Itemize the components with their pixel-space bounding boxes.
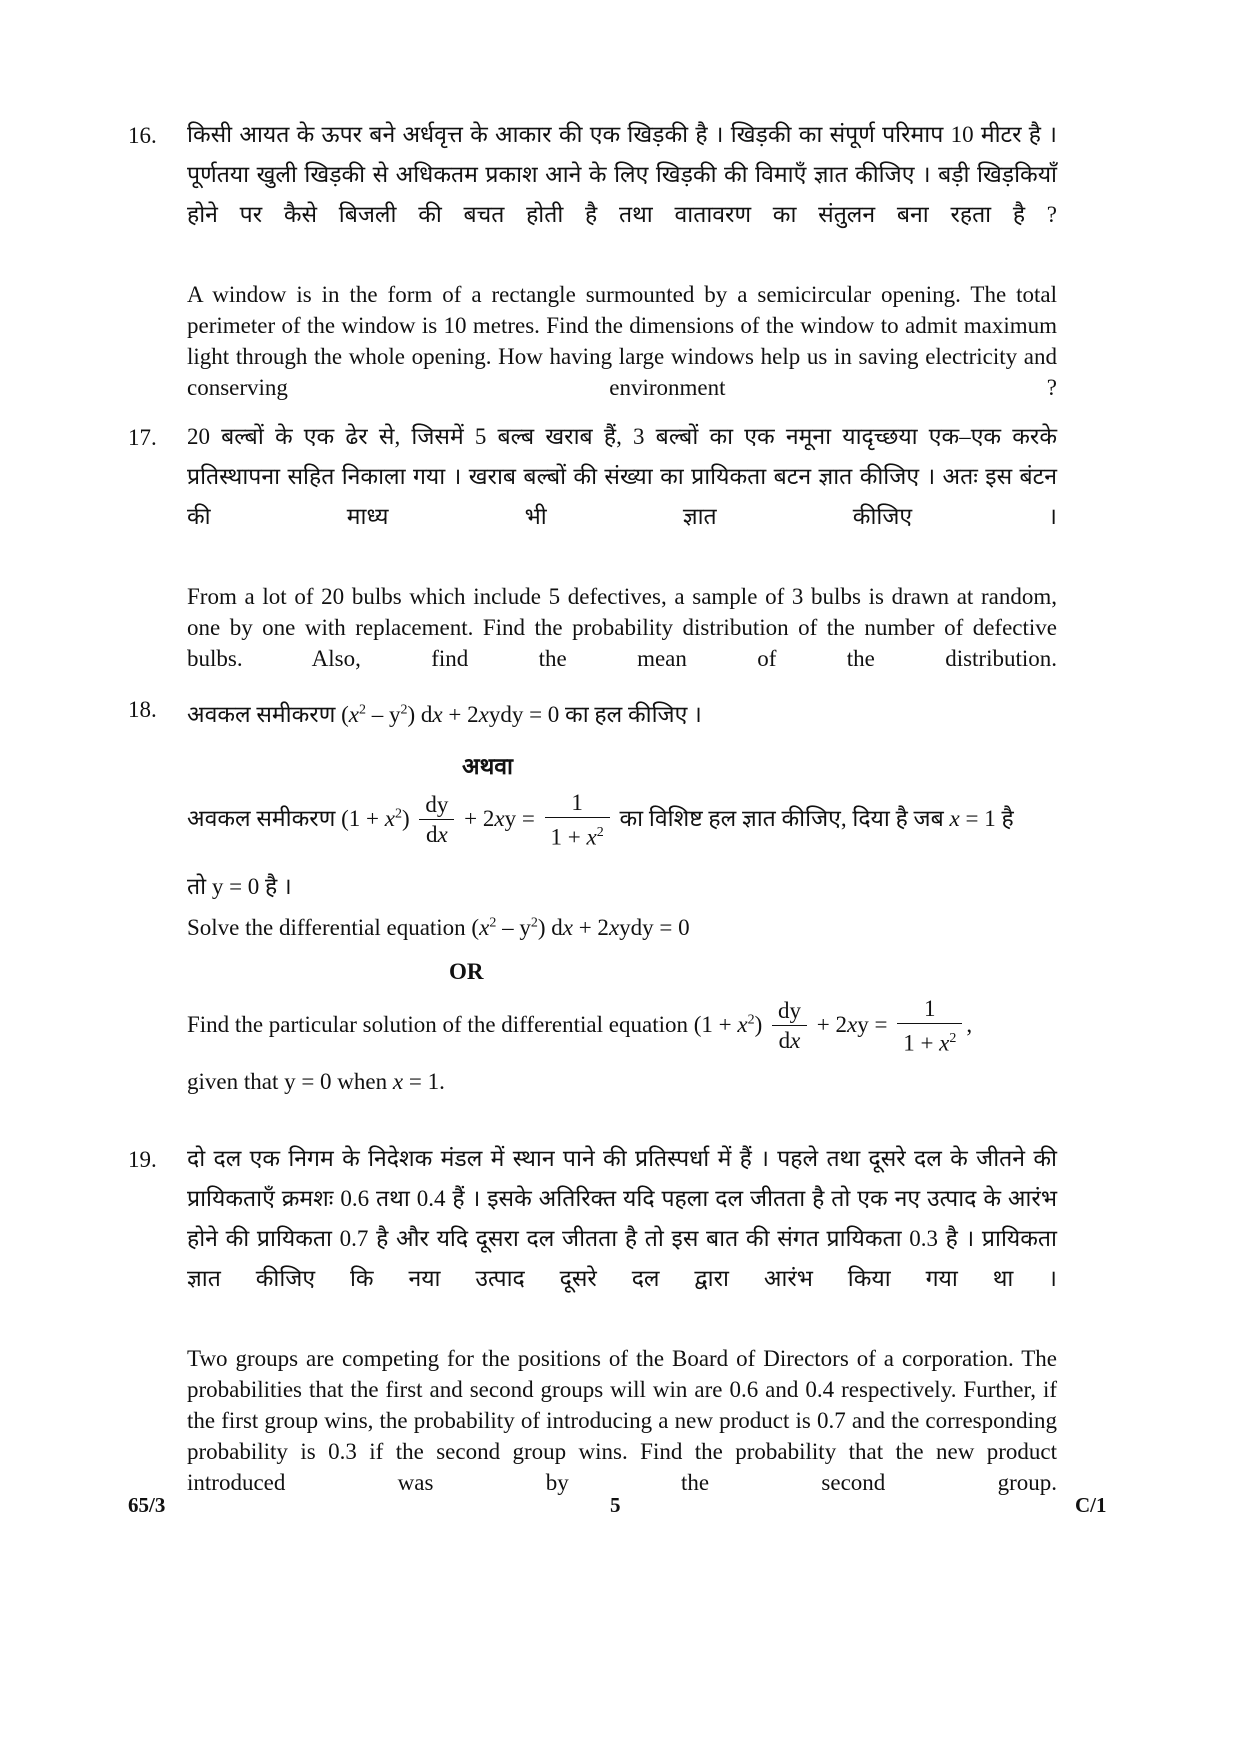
fraction-one-over: $\frac{1}{1 + x^2}$ <box>897 995 962 1059</box>
question-hindi-text: किसी आयत के ऊपर बने अर्धवृत्त के आकार की एक खिड़की है । खिड़की का संपूर्ण परिमाप 10 मीटर है । पूर्णतया खुली खिड़की से अधिकतम प्रकाश आने के लिए खिड़की की विमाएँ ज्ञात कीजिए । बड़ी खिड़कियाँ होने पर कैसे बिजली की बचत होती है तथा वातावरण का संतुलन बना रहता है ? <box>187 122 1057 227</box>
paper-code: 65/3 <box>128 1493 166 1517</box>
question-english-line: Solve the differential equation $(x^2 - y^2)$ dx + 2xydy = 0 <box>187 915 690 940</box>
question-number: 16. <box>128 123 157 148</box>
question-hindi-alt-line-2: तो y = 0 है । <box>187 874 292 899</box>
question-hindi-line: अवकल समीकरण $(x^2 - y^2)$ dx + 2xydy = 0 का हल कीजिए । <box>187 702 702 727</box>
question-number: 18. <box>128 697 157 722</box>
question-hindi-alt-line: अवकल समीकरण $(1 + x^2)$ $\frac{dy}{dx}$ + 2xy = $\frac{1}{1 + x^2}$ का विशिष्ट हल ज्ञात कीजिए, दिया है जब x = 1 है <box>187 789 1014 853</box>
question-english-alt-line-2: given that y = 0 when x = 1. <box>187 1069 445 1094</box>
or-label-english: OR <box>449 959 484 984</box>
or-label-hindi: अथवा <box>462 754 514 779</box>
set-code: C/1 <box>1075 1493 1107 1517</box>
question-english-text: Two groups are competing for the positions of the Board of Directors of a corporation. The probabilities that the first and second groups will win are 0.6 and 0.4 respectively. Further, if the first group wins, the probability of introducing a new product is 0.7 and the corresponding probability is 0.3 if the second group wins. Find the probability that the new product introduced was by the second group. <box>187 1346 1057 1495</box>
question-number: 19. <box>128 1147 157 1172</box>
fraction-dy-dx: $\frac{dy}{dx}$ <box>419 791 454 850</box>
question-hindi-text: दो दल एक निगम के निदेशक मंडल में स्थान पाने की प्रतिस्पर्धा में हैं । पहले तथा दूसरे दल के जीतने की प्रायिकताएँ क्रमशः 0.6 तथा 0.4 हैं । इसके अतिरिक्त यदि पहला दल जीतता है तो एक नए उत्पाद के आरंभ होने की प्रायिकता 0.7 है और यदि दूसरा दल जीतता है तो इस बात की संगत प्रायिकता 0.3 है । प्रायिकता ज्ञात कीजिए कि नया उत्पाद दूसरे दल द्वारा आरंभ किया गया था । <box>187 1146 1057 1291</box>
question-english-text: A window is in the form of a rectangle surmounted by a semicircular opening. The total perimeter of the window is 10 metres. Find the dimensions of the window to admit maximum light through the whole opening. How having large windows help us in saving electricity and conserving environment ? <box>187 282 1057 400</box>
question-number: 17. <box>128 425 157 450</box>
page-number: 5 <box>610 1493 621 1517</box>
question-english-text: From a lot of 20 bulbs which include 5 defectives, a sample of 3 bulbs is drawn at random, one by one with replacement. Find the probability distribution of the number of defective bulbs. Also, find the mean of the distribution. <box>187 584 1057 671</box>
fraction-dy-dx: $\frac{dy}{dx}$ <box>772 997 807 1056</box>
question-english-alt-line: Find the particular solution of the differential equation $(1 + x^2)$ $\frac{dy}{dx}$ + 2xy = $\frac{1}{1 + x^2}$ , <box>187 995 972 1059</box>
fraction-one-over: $\frac{1}{1 + x^2}$ <box>545 789 610 853</box>
question-hindi-text: 20 बल्बों के एक ढेर से, जिसमें 5 बल्ब खराब हैं, 3 बल्बों का एक नमूना यादृच्छया एक–एक करके प्रतिस्थापना सहित निकाला गया । खराब बल्बों की संख्या का प्रायिकता बटन ज्ञात कीजिए । अतः इस बंटन की माध्य भी ज्ञात कीजिए । <box>187 424 1057 529</box>
